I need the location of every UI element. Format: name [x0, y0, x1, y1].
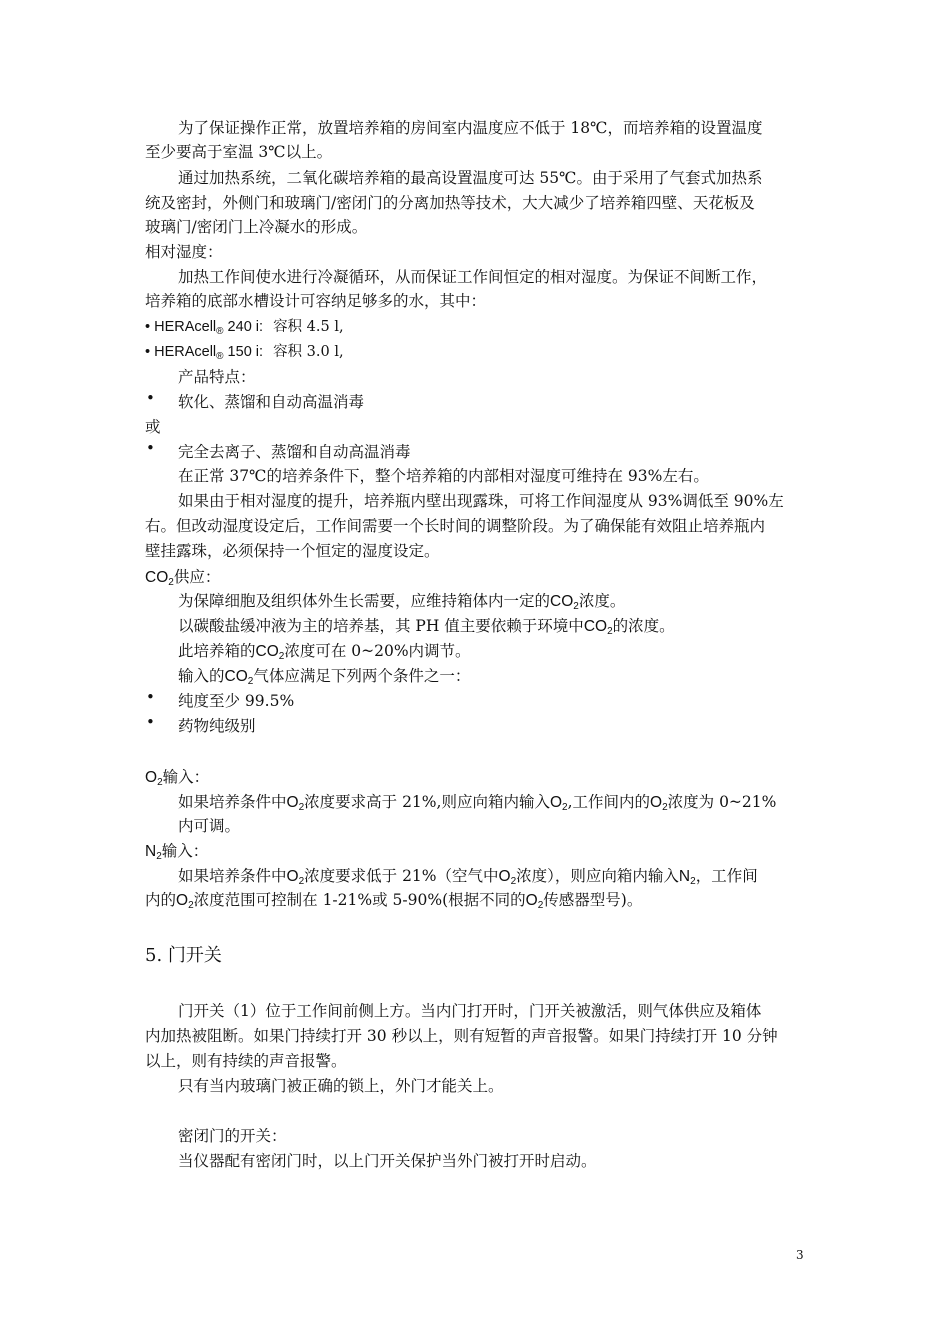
co2-paragraph-line: 以碳酸盐缓冲液为主的培养基，其 PH 值主要依赖于环境中$CO_2$的浓度。: [178, 617, 675, 637]
features-label: 产品特点：: [178, 368, 256, 386]
bullet-icon: •: [146, 713, 155, 731]
o2-paragraph-line: 如果培养条件中$O_2$浓度要求高于 21%,则应向箱内输入$O_2$,工作间内的$O_2$浓度为 0~21%: [178, 793, 777, 813]
n2-paragraph-line: 内的$O_2$浓度范围可控制在 1-21%或 5-90%(根据不同的$O_2$传感器型号)。: [145, 891, 643, 911]
door-paragraph-line: 内加热被阻断。如果门持续打开 30 秒以上，则有短暂的声音报警。如果门持续打开 10 分钟: [145, 1027, 778, 1045]
co2-condition: 药物纯级别: [178, 717, 256, 735]
co2-paragraph-line: 此培养箱的$CO_2$浓度可在 0~20%内调节。: [178, 642, 471, 662]
registered-mark: ®: [216, 351, 224, 362]
feature-item: 完全去离子、蒸馏和自动高温消毒: [178, 443, 411, 461]
section-heading: 5. 门开关: [145, 945, 222, 966]
model-brand: HERAcell: [154, 319, 217, 335]
heating-paragraph-line: 玻璃门/密闭门上冷凝水的形成。: [145, 218, 368, 236]
humidity-paragraph-line: 如果由于相对湿度的提升，培养瓶内壁出现露珠，可将工作间湿度从 93%调低至 90%左: [178, 492, 784, 510]
registered-mark: ®: [216, 326, 224, 337]
model-item: [145, 341, 344, 363]
bullet-icon: •: [146, 439, 155, 457]
humidity-paragraph-line: 加热工作间使水进行冷凝循环，从而保证工作间恒定的相对湿度。为保证不间断工作，: [178, 268, 768, 286]
sealed-door-text: 当仪器配有密闭门时，以上门开关保护当外门被打开时启动。: [178, 1152, 597, 1170]
bullet-icon: •: [146, 688, 155, 706]
humidity-paragraph-line: 在正常 37℃的培养条件下，整个培养箱的内部相对湿度可维持在 93%左右。: [178, 467, 709, 485]
n2-paragraph-line: 如果培养条件中$O_2$浓度要求低于 21%（空气中$O_2$浓度），则应向箱内输入$N_2$，工作间: [178, 867, 758, 887]
door-paragraph-line: 以上，则有持续的声音报警。: [145, 1052, 347, 1070]
temp-paragraph-line: 为了保证操作正常，放置培养箱的房间室内温度应不低于 18℃，而培养箱的设置温度: [178, 119, 763, 137]
sealed-door-label: 密闭门的开关：: [178, 1127, 287, 1145]
feature-item: 软化、蒸馏和自动高温消毒: [178, 393, 365, 411]
door-paragraph-line: 只有当内玻璃门被正确的锁上，外门才能关上。: [178, 1077, 504, 1095]
co2-paragraph-line: 为保障细胞及组织体外生长需要，应维持箱体内一定的$CO_2$浓度。: [178, 592, 626, 612]
humidity-heading: 相对湿度：: [145, 243, 223, 261]
bullet: •: [145, 344, 151, 360]
humidity-paragraph-line: 壁挂露珠，必须保持一个恒定的湿度设定。: [145, 542, 440, 560]
humidity-paragraph-line: 右。但改动湿度设定后，工作间需要一个长时间的调整阶段。为了确保能有效阻止培养瓶内: [145, 517, 766, 535]
o2-heading: $O_2$输入：: [145, 768, 210, 788]
model-brand: HERAcell: [154, 344, 217, 360]
model-capacity: 容积 4.5 l,: [273, 319, 344, 335]
temp-paragraph-line: 至少要高于室温 3℃以上。: [145, 143, 333, 161]
model-capacity: 容积 3.0 l,: [273, 344, 344, 360]
co2-paragraph-line: 输入的$CO_2$气体应满足下列两个条件之一：: [178, 667, 471, 687]
co2-condition: 纯度至少 99.5%: [178, 692, 295, 710]
bullet: •: [145, 319, 151, 335]
humidity-paragraph-line: 培养箱的底部水槽设计可容纳足够多的水，其中：: [145, 292, 487, 310]
n2-heading: $N_2$输入：: [145, 842, 209, 862]
heating-paragraph-line: 统及密封，外侧门和玻璃门/密闭门的分离加热等技术，大大减少了培养箱四壁、天花板及: [145, 194, 755, 212]
door-paragraph-line: 门开关（1）位于工作间前侧上方。当内门打开时，门开关被激活，则气体供应及箱体: [178, 1002, 762, 1020]
or-text: 或: [145, 418, 161, 436]
model-item: [145, 316, 344, 338]
model-number: 150 i:: [223, 344, 264, 360]
bullet-icon: •: [146, 389, 155, 407]
page-number: 3: [796, 1248, 804, 1262]
heating-paragraph-line: 通过加热系统，二氧化碳培养箱的最高设置温度可达 55℃。由于采用了气套式加热系: [178, 169, 763, 187]
co2-heading: $CO_2$供应：: [145, 568, 221, 588]
o2-paragraph-line: 内可调。: [178, 817, 241, 835]
model-number: 240 i:: [223, 319, 264, 335]
